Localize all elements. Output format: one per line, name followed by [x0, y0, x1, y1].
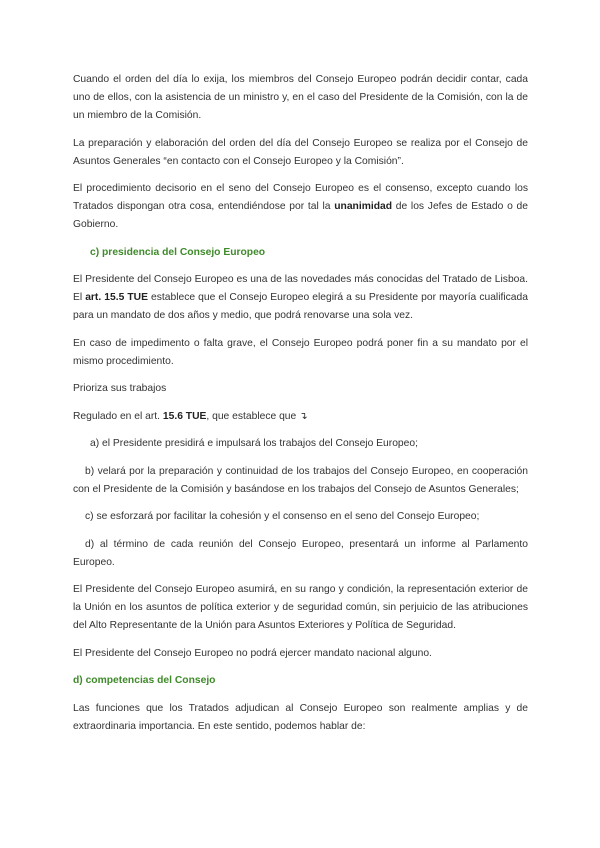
- paragraph-text: El procedimiento decisorio en el seno del Consejo Europeo es el consenso, excepto cuando los Tratados dispongan otra cosa, entendiéndose por tal la: [73, 183, 528, 212]
- list-item-c: c) se esforzará por facilitar la cohesión y el consenso en el seno del Consejo Europeo;: [85, 511, 480, 522]
- paragraph-impedimento: En caso de impedimento o falta grave, el Consejo Europeo podrá poner fin a su mandato por el mismo procedimiento.: [73, 337, 528, 367]
- bold-article-15-6: 15.6 TUE: [162, 410, 207, 422]
- paragraph-mandato-nacional: El Presidente del Consejo Europeo no podrá ejercer mandato nacional alguno.: [73, 647, 432, 659]
- list-item-a: a) el Presidente presidirá e impulsará los trabajos del Consejo Europeo;: [90, 438, 418, 449]
- paragraph-presidente-novedad: [73, 271, 528, 325]
- paragraph-procedimiento: [73, 180, 528, 234]
- paragraph-text: Regulado en el art.: [73, 410, 163, 422]
- paragraph-funciones: Las funciones que los Tratados adjudican al Consejo Europeo son realmente amplias y de extraordinaria importancia. En este sentido, podemos hablar de:: [73, 702, 528, 732]
- section-heading-presidencia: c) presidencia del Consejo Europeo: [90, 246, 266, 258]
- list-item-d: d) al término de cada reunión del Consejo Europeo, presentará un informe al Parlamento Europeo.: [73, 538, 528, 568]
- return-arrow-icon: ↴: [299, 410, 308, 422]
- document-body: [73, 71, 528, 745]
- paragraph-text: de los Jefes de Estado o de Gobierno.: [73, 201, 528, 230]
- paragraph-text: El Presidente del Consejo Europeo es una de las novedades más conocidas del Tratado de Lisboa. El: [73, 274, 528, 303]
- paragraph-asistencia: Cuando el orden del día lo exija, los miembros del Consejo Europeo podrán decidir contar, cada uno de ellos, con la asistencia de un ministro y, en el caso del Presidente de la Comisión, con la de un miembro de la Comisión.: [73, 74, 528, 121]
- list-item-b: b) velará por la preparación y continuidad de los trabajos del Consejo Europeo, en cooperación con el Presidente de la Comisión y basándose en los trabajos del Consejo de Asuntos Generales;: [73, 465, 528, 495]
- section-heading-competencias: d) competencias del Consejo: [73, 675, 216, 686]
- paragraph-orden-del-dia: La preparación y elaboración del orden del día del Consejo Europeo se realiza por el Consejo de Asuntos Generales “en contacto con el Consejo Europeo y la Comisión”.: [73, 137, 528, 167]
- paragraph-regulado: [73, 408, 528, 426]
- paragraph-prioriza: Prioriza sus trabajos: [73, 383, 167, 394]
- paragraph-text: , que establece que: [206, 410, 297, 422]
- paragraph-text: establece que el Consejo Europeo elegirá a su Presidente por mayoría cualificada para un mandato de dos años y medio, que podrá renovarse una sola vez.: [73, 292, 528, 321]
- bold-term-unanimidad: unanimidad: [334, 201, 393, 212]
- bold-article-15-5: art. 15.5 TUE: [85, 292, 148, 303]
- paragraph-representacion: El Presidente del Consejo Europeo asumirá, en su rango y condición, la representación exterior de la Unión en los asuntos de política exterior y de seguridad común, sin perjuicio de las atribuciones del Alto Representante de la Unión para Asuntos Exteriores y Política de Seguridad.: [73, 584, 528, 631]
